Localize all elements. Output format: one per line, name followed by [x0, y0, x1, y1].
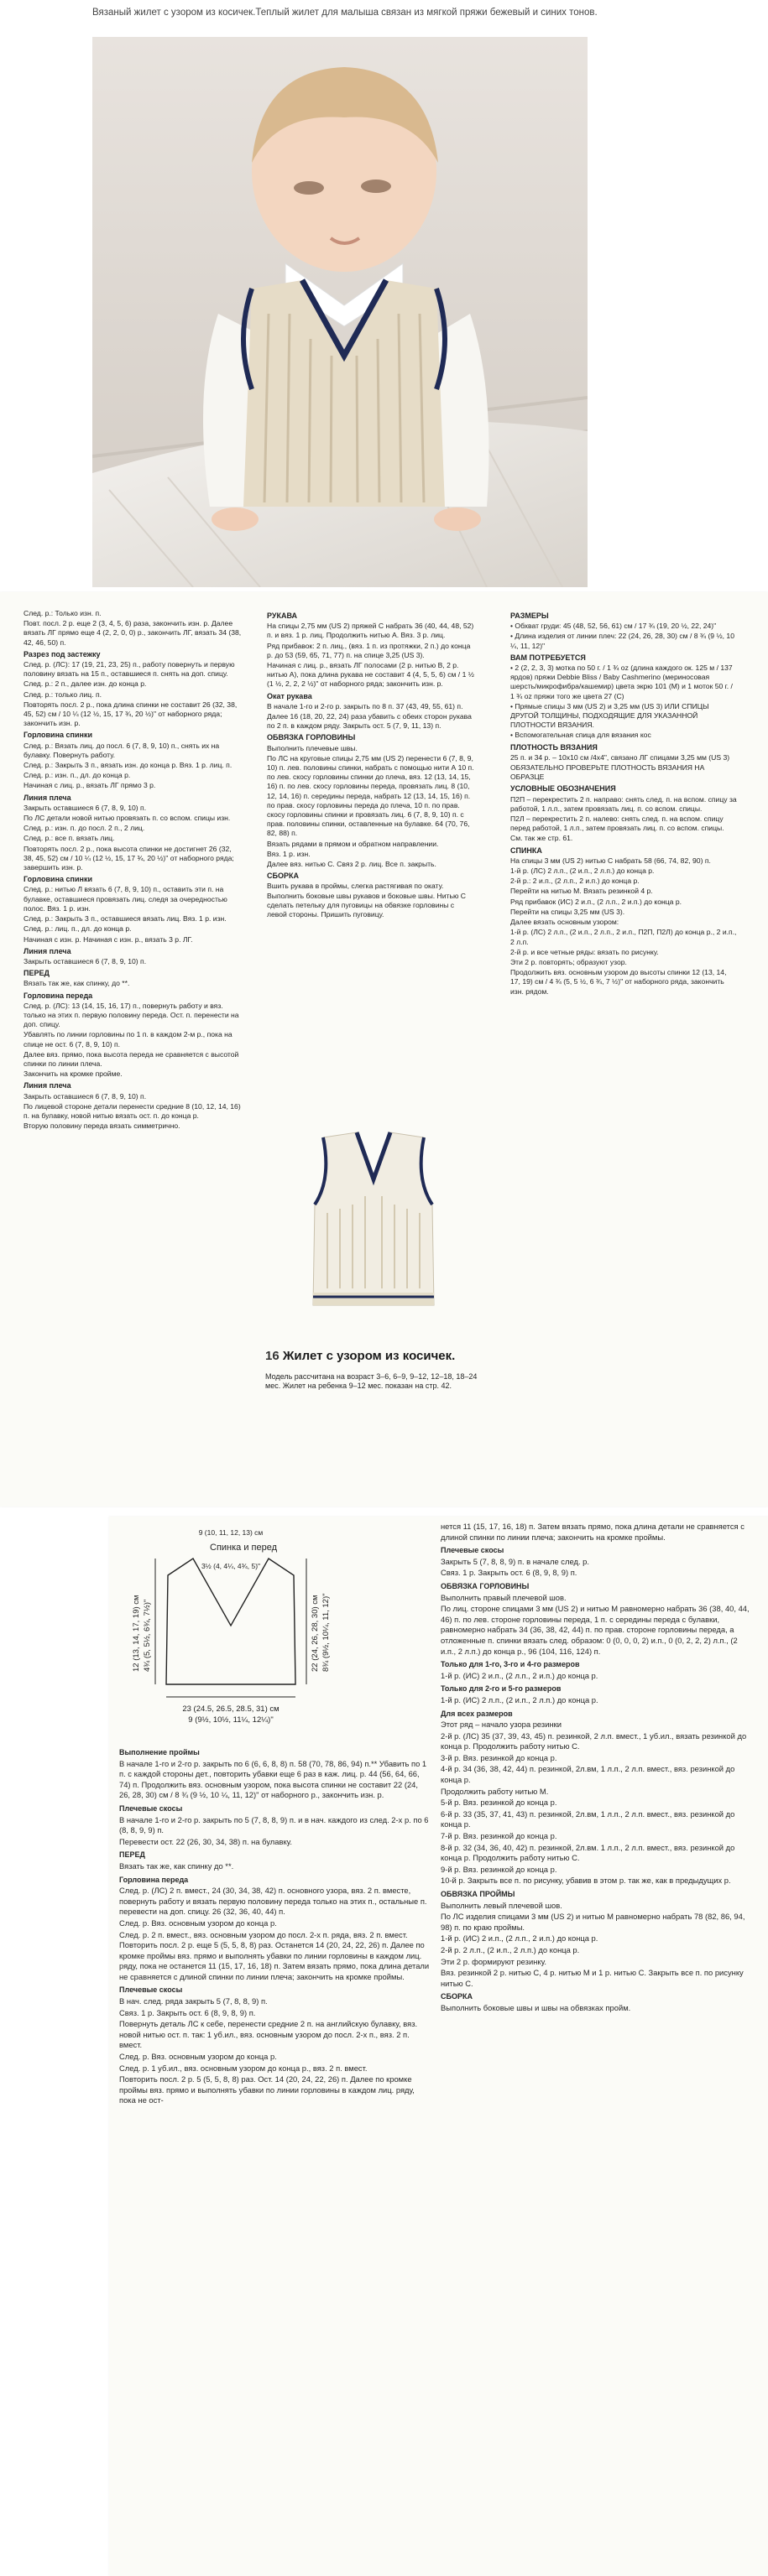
paragraph: След. р.: Закрыть 3 п., вязать изн. до конца р. Вяз. 1 р. лиц. п.	[24, 761, 232, 770]
paragraph: Далее вяз. прямо, пока высота переда не сравняется с высотой спинки по линии плеча.	[24, 1049, 239, 1068]
column-5	[441, 1522, 751, 2015]
section-heading: РАЗМЕРЫ	[510, 611, 549, 620]
paragraph: В начале 1-го и 2-го р. закрыть по 6 (6, 6, 8, 8) п. 58 (70, 78, 86, 94) п.** Убавить по 1 п. с каждой стороны дет., повторить убавки еще 6 раз в каж. лиц. р. 44 (56, 64, 66, 74) п. Продолжить вяз. основным узором, пока высота спинки не составит 22 (24, 26, 28, 30) см / 8 ¾ (9 ½, 10 ¼, 11, 12)" от наборного р., закончить изн. р.	[119, 1758, 427, 1800]
schematic-left-dim: 12 (13, 14, 17, 19) см	[132, 1595, 141, 1672]
paragraph: В начале 1-го и 2-го р. закрыть по 8 п. 37 (43, 49, 55, 61) п.	[267, 701, 463, 710]
section-heading: УСЛОВНЫЕ ОБОЗНАЧЕНИЯ	[510, 784, 616, 794]
paragraph: 3-й р. Вяз. резинкой до конца р.	[441, 1752, 557, 1762]
paragraph: Повернуть деталь ЛС к себе, перенести средние 2 п. на английскую булавку, вяз. новой нитью ост. п. так: 1 уб.ил., вяз. основным узором до посл. 2-х п., вяз. 2 п. вмест.	[119, 2019, 418, 2050]
paragraph: Вяз. 1 р. изн.	[267, 849, 311, 858]
paragraph: Начиная с изн. р. Начиная с изн. р., вязать 3 р. ЛГ.	[24, 934, 193, 944]
paragraph: Закрыть 5 (7, 8, 8, 9) п. в начале след. р.	[441, 1556, 589, 1566]
pattern-number: 16	[265, 1349, 280, 1363]
paragraph: На спицы 2,75 мм (US 2) пряжей С набрать 36 (40, 44, 48, 52) п. и вяз. 1 р. лиц. Продолжить нитью А. Вяз. 3 р. лиц.	[267, 622, 474, 640]
paragraph: 5-й р. Вяз. резинкой до конца р.	[441, 1798, 557, 1808]
section-heading: ПЕРЕД	[119, 1850, 145, 1860]
section-heading: ПЕРЕД	[24, 969, 50, 978]
paragraph: Эти 2 р. формируют резинку.	[441, 1956, 546, 1966]
paragraph: 2-й р.: 2 и.п., (2 л.п., 2 и.п.) до конца р.	[510, 877, 640, 886]
paragraph: Продолжить вяз. основным узором до высоты спинки 12 (13, 14, 17, 19) см / 4 ¾ (5, 5 ½, 6 ¾, 7 ½)" от наборного ряда, закончить изн. рядом.	[510, 968, 727, 996]
paragraph: Вязать так же, как спинку, до **.	[24, 979, 130, 988]
paragraph: След. р.: все п. вязать лиц.	[24, 834, 115, 843]
paragraph: Перевести ост. 22 (26, 30, 34, 38) п. на булавку.	[119, 1836, 293, 1846]
vest-drawing	[290, 1121, 457, 1314]
paragraph: Далее 16 (18, 20, 22, 24) раза убавить с обеих сторон рукава по 2 п. в каждом ряду. Закрыть ост. 5 (7, 9, 11, 13) п.	[267, 712, 472, 731]
baby-vest-photo	[92, 37, 588, 587]
paragraph: Выполнить правый плечевой шов.	[441, 1592, 567, 1602]
paragraph: По лицевой стороне детали перенести средние 8 (10, 12, 14, 16) п. на булавку, новой нитью вязать ост. п. до конца р.	[24, 1101, 241, 1120]
paragraph: 7-й р. Вяз. резинкой до конца р.	[441, 1831, 557, 1841]
section-heading: Плечевые скосы	[119, 1985, 183, 1995]
section-heading: Окат рукава	[267, 691, 312, 700]
paragraph: 6-й р. 33 (35, 37, 41, 43) п. резинкой, 2л.вм, 1 л.п., 2 л.п. вмест., вяз. резинкой до конца р.	[441, 1808, 735, 1829]
paragraph: Вязать так же, как спинку до **.	[119, 1860, 234, 1871]
section-heading: Горловина спинки	[24, 875, 92, 884]
paragraph: Ряд прибавок: 2 п. лиц., (вяз. 1 п. из протяжки, 2 п.) до конца р. до 53 (59, 65, 71, 77) п. на спице 3,25 (US 3).	[267, 641, 471, 659]
section-heading: Линия плеча	[24, 793, 71, 802]
paragraph: След. р. 2 п. вмест., вяз. основным узором до посл. 2-х п. ряда, вяз. 2 п. вмест. Повторить посл. 2 р. еще 5 (5, 5, 8, 8) раз. Останется 14 (20, 24, 22, 26) п. Далее по кромке проймы вяз. прямо и выполнять убавки по линии горловины в каждом лиц. ряду, пока не останется 11 (15, 17, 16, 18) п. Затем вязать прямо, пока длина детали не сравняется с длиной спинки по линии плеча; закончить на кромке проймы.	[119, 1929, 430, 1981]
paragraph: Выполнить плечевые швы.	[267, 743, 358, 752]
paragraph: Выполнить боковые швы и швы на обвязках пройм.	[441, 2002, 631, 2012]
paragraph: По ЛС изделия спицами 3 мм (US 2) и нитью М равномерно набрать 78 (82, 86, 94, 98) п. по краю проймы.	[441, 1912, 745, 1932]
paragraph: Перейти на спицы 3,25 мм (US 3).	[510, 907, 625, 916]
section-heading: Горловина переда	[24, 991, 93, 1000]
paragraph: 1-й р. (ИС) 2 и.п., (2 л.п., 2 и.п.) до конца р.	[441, 1933, 598, 1944]
section-heading: Линия плеча	[24, 946, 71, 955]
paragraph: След. р.: 2 п., далее изн. до конца р.	[24, 679, 147, 689]
paragraph: Вшить рукава в проймы, слегка растягивая по окату. Выполнить боковые швы рукавов и боковые швы. Нитью С сделать петельку для пуговицы на обвязке горловины с левой стороны. Пришить пуговицу.	[267, 882, 466, 919]
paragraph: • 2 (2, 2, 3, 3) мотка по 50 г. / 1 ¾ oz (длина каждого ок. 125 м / 137 ярдов) пряжи Debbie Bliss / Baby Cashmerino (мериносовая шерсть/микрофибра/кашемир) цвета экрю 101 (М) и 1 моток 50 г. / 1 ¾ oz пряжи того же цвета 27 (С)	[510, 664, 733, 700]
paragraph: 1-й р. (ЛС) 2 л.п., (2 и.п., 2 л.п.) до конца р.	[510, 866, 655, 876]
paragraph: Начиная с лиц. р., вязать ЛГ прямо 3 р.	[24, 781, 156, 790]
schematic-bottom-dim-in: 9 (9½, 10½, 11¼, 12¼)"	[188, 1715, 274, 1725]
paragraph: След. р.: Только изн. п.	[24, 609, 102, 617]
paragraph: След. р.: нитью Л вязать 6 (7, 8, 9, 10) п., оставить эти п. на булавке, оставшиеся провязать лиц. следя за очередностью полос. Вяз. 1 р. изн.	[24, 885, 227, 913]
column-1	[24, 609, 242, 1132]
paragraph: 1-й р. (ИС) 2 л.п., (2 и.п., 2 л.п.) до конца р.	[441, 1694, 598, 1704]
photo-caption: Вязаный жилет с узором из косичек.Теплый жилет для малыша связан из мягкой пряжи бежевый и синих тонов.	[92, 8, 598, 18]
pattern-title-text: Жилет с узором из косичек.	[282, 1349, 456, 1363]
photo-illustration	[92, 37, 588, 587]
paragraph: Убавлять по линии горловины по 1 п. в каждом 2-м р., пока на спице не ост. 6 (7, 8, 9, 10) п.	[24, 1030, 232, 1049]
paragraph: Далее вязать основным узором:	[510, 918, 619, 927]
paragraph: След. р.: Закрыть 3 п., оставшиеся вязать лиц. Вяз. 1 р. изн.	[24, 914, 227, 924]
paragraph: ОБЯЗАТЕЛЬНО ПРОВЕРЬТЕ ПЛОТНОСТЬ ВЯЗАНИЯ НА ОБРАЗЦЕ	[510, 763, 705, 782]
paragraph: Повторять посл. 2 р., пока высота спинки не достигнет 26 (32, 38, 45, 52) см / 10 ¼ (12 ½, 15, 17 ¾, 20 ½)" от наборного ряда; завершить изн. р.	[24, 844, 234, 872]
section-heading: СБОРКА	[441, 1992, 473, 2001]
paragraph: Перейти на нитью М. Вязать резинкой 4 р.	[510, 887, 653, 896]
paragraph: След. р. (ЛС): 13 (14, 15, 16, 17) п., повернуть работу и вяз. только на этих п. первую половину переда. Ост. п. перенести на доп. спицу.	[24, 1001, 239, 1029]
paragraph: Вязать рядами в прямом и обратном направлении.	[267, 839, 439, 848]
paragraph: След. р.: изн. п., дл. до конца р.	[24, 771, 131, 780]
paragraph: • Обхват груди: 45 (48, 52, 56, 61) см / 17 ¾ (19, 20 ½, 22, 24)"	[510, 622, 717, 631]
paragraph: Закрыть оставшиеся 6 (7, 8, 9, 10) п.	[24, 803, 147, 812]
section-heading: Плечевые скосы	[441, 1546, 504, 1555]
section-heading: СБОРКА	[267, 872, 299, 881]
paragraph: Начиная с лиц. р., вязать ЛГ полосами (2 р. нитью В, 2 р. нитью А), пока длина рукава не составит 4 (4, 5, 5, 6) см / 1 ½ (1 ½, 2, 2, 2 ½)" от наборного ряда; закончить изн. р.	[267, 661, 474, 689]
paragraph: Ряд прибавок (ИС) 2 и.п., (2 л.п., 2 и.п.) до конца р.	[510, 897, 682, 906]
section-heading: Только для 1-го, 3-го и 4-го размеров	[441, 1660, 580, 1669]
schematic-right-dim-in: 8¾ (9½, 10¼, 11, 12)"	[321, 1593, 331, 1672]
paragraph: 2-й р. 2 л.п., (2 и.п., 2 л.п.) до конца р.	[441, 1944, 580, 1954]
section-heading: РУКАВА	[267, 611, 298, 620]
paragraph: След. р. 1 уб.ил., вяз. основным узором до конца р., вяз. 2 п. вмест.	[119, 2063, 368, 2073]
paragraph: След. р.: лиц. п., дл. до конца р.	[24, 924, 132, 934]
section-heading: Плечевые скосы	[119, 1803, 183, 1813]
paragraph: След. р. (ЛС) 2 п. вмест., 24 (30, 34, 38, 42) п. основного узора, вяз. 2 п. вместе, повернуть работу и вязать первую половину переда только на этих п., остальные п. перевести на доп. спицу. 26 (32, 36, 40, 44) п.	[119, 1886, 427, 1917]
section-heading: Разрез под застежку	[24, 649, 101, 658]
paragraph: Связ. 1 р. Закрыть ост. 6 (8, 9, 8, 9) п.	[119, 2007, 256, 2017]
column-3	[510, 609, 737, 997]
paragraph: • Вспомогательная спица для вязания кос	[510, 731, 651, 740]
paragraph: 2-й р. и все четные ряды: вязать по рисунку.	[510, 947, 659, 956]
paragraph: • Прямые спицы 3 мм (US 2) и 3,25 мм (US 3) ИЛИ СПИЦЫ ДРУГОЙ ТОЛЩИНЫ, ПОДХОДЯЩИЕ ДЛЯ УКАЗАННОЙ ПЛОТНОСТИ ВЯЗАНИЯ.	[510, 701, 709, 730]
section-heading: Для всех размеров	[441, 1709, 513, 1718]
paragraph: Повторять посл. 2 р., пока длина спинки не составит 26 (32, 38, 45, 52) см / 10 ¼ (12 ½, 15, 17 ¾, 20 ½)" от наборного ряда; закончить изн. р.	[24, 700, 238, 728]
paragraph: 8-й р. 32 (34, 36, 40, 42) п. резинкой, 2л.вм. 1 л.п., 2 л.п. вмест., вяз. резинкой до конца р. Продолжить работу нитью С.	[441, 1842, 735, 1863]
paragraph: След. р.: Вязать лиц. до посл. 6 (7, 8, 9, 10) п., снять их на булавку. Повернуть работу.	[24, 741, 220, 759]
schematic-bottom-dim: 23 (24.5, 26.5, 28.5, 31) см	[182, 1704, 280, 1714]
paragraph: 1-й р. (ИС) 2 и.п., (2 л.п., 2 и.п.) до конца р.	[441, 1670, 598, 1680]
paragraph: Повт. посл. 2 р. еще 2 (3, 4, 5, 6) раза, закончить изн. р. Далее вязать ЛГ прямо еще 4 (2, 2, 0, 0) р., закончить ЛГ, вязать 34 (38, 42, 46, 50) п.	[24, 619, 242, 647]
paragraph: Эти 2 р. повторять; образуют узор.	[510, 957, 627, 966]
paragraph: См. так же стр. 61.	[510, 834, 573, 843]
paragraph: Выполнить левый плечевой шов.	[441, 1900, 562, 1910]
paragraph: • Длина изделия от линии плеч: 22 (24, 26, 28, 30) см / 8 ¾ (9 ½, 10 ¼, 11, 12)"	[510, 632, 734, 650]
paragraph: Вяз. резинкой 2 р. нитью С, 4 р. нитью М и 1 р. нитью С. Закрыть все п. по рисунку нитью С.	[441, 1968, 744, 1988]
paragraph: По ЛС на круговые спицы 2,75 мм (US 2) перенести 6 (7, 8, 9, 10) п. лев. половины спинки, набрать с помощью нити А 10 п. по лев. скосу горловины спинки до плеча, вяз. 12 (13, 14, 15, 16) п. по лев. скосу горловины переда, провязать лиц. 8 (10, 12, 14, 16) п. середины переда, набрать 12 (13, 14, 15, 16) п. по прав. скосу горловины переда до плеча, 10 п. по прав. скосу горловины спинки и провязать лиц. 6 (7, 8, 9, 10) п. с прав. половины спинки, оставленные на булавке. 64 (70, 76, 82, 88) п.	[267, 753, 474, 838]
paragraph: Закрыть оставшиеся 6 (7, 8, 9, 10) п.	[24, 1091, 147, 1101]
paragraph: Продолжить работу нитью М.	[441, 1786, 549, 1796]
schematic-svg	[109, 1525, 361, 1735]
paragraph: След. р.: изн. п. до посл. 2 п., 2 лиц.	[24, 824, 145, 833]
paragraph: 1-й р. (ЛС) 2 л.п., (2 и.п., 2 л.п., 2 и.п., П2П, П2Л) до конца р., 2 и.п., 2 л.п.	[510, 928, 737, 946]
vest-illustration	[290, 1121, 457, 1314]
paragraph: Связ. 1 р. Закрыть ост. 6 (8, 9, 8, 9) п.	[441, 1568, 577, 1578]
paragraph: След. р.: только лиц. п.	[24, 690, 102, 699]
paragraph: П2П – перекрестить 2 п. направо: снять след. п. на вспом. спицу за работой, 1 л.п., затем провязать лиц. п. со вспом. спицы.	[510, 794, 737, 813]
paragraph: 25 п. и 34 р. – 10х10 см /4х4", связано ЛГ спицами 3,25 мм (US 3)	[510, 752, 730, 762]
paragraph: Закончить на кромке пройме.	[24, 1069, 123, 1079]
paragraph: 10-й р. Закрыть все п. по рисунку, убавив в этом р. так же, как в предыдущих р.	[441, 1876, 731, 1886]
paragraph: В нач. след. ряда закрыть 5 (7, 8, 8, 9) п.	[119, 1996, 268, 2006]
schematic-right-dim: 22 (24, 26, 28, 30) см	[311, 1595, 320, 1672]
schematic-diagram	[109, 1525, 361, 1735]
paragraph: П2Л – перекрестить 2 п. налево: снять след. п. на вспом. спицу перед работой, 1 л.п., затем провязать лиц. п. со вспом. спицы.	[510, 814, 724, 833]
paragraph: 2-й р. (ЛС) 35 (37, 39, 43, 45) п. резинкой, 2 л.п. вмест., 1 уб.ил., вязать резинкой до конца р. Продолжить работу нитью С.	[441, 1730, 747, 1751]
paragraph: Закрыть оставшиеся 6 (7, 8, 9, 10) п.	[24, 956, 147, 965]
section-heading: Горловина спинки	[24, 731, 92, 740]
paragraph: След. р. Вяз. основным узором до конца р.	[119, 2052, 277, 2062]
section-heading: Выполнение проймы	[119, 1748, 200, 1756]
section-heading: ОБВЯЗКА ГОРЛОВИНЫ	[441, 1581, 530, 1590]
section-heading: ВАМ ПОТРЕБУЕТСЯ	[510, 653, 586, 662]
section-heading: Только для 2-го и 5-го размеров	[441, 1684, 562, 1694]
paragraph: В начале 1-го и 2-го р. закрыть по 5 (7, 8, 8, 9) п. и в нач. каждого из след. 2-х р. по 6 (8, 8, 9, 9) п.	[119, 1814, 429, 1835]
model-note: Модель рассчитана на возраст 3–6, 6–9, 9–12, 12–18, 18–24 мес. Жилет на ребенка 9–12 мес. показан на стр. 42.	[265, 1372, 478, 1391]
paragraph: нется 11 (15, 17, 16, 18) п. Затем вязать прямо, пока длина детали не сравняется с длиной спинки по линии плеча; закончить на кромке проймы.	[441, 1522, 744, 1542]
paragraph: На спицы 3 мм (US 2) нитью С набрать 58 (66, 74, 82, 90) п.	[510, 856, 711, 865]
instructions-page-2	[109, 1517, 768, 2576]
paragraph: 4-й р. 34 (36, 38, 42, 44) п. резинкой, 2л.вм, 1 л.п., 2 л.п. вмест., вяз. резинкой до конца р.	[441, 1764, 735, 1785]
column-2	[267, 609, 475, 920]
schematic-top-dim: 9 (10, 11, 12, 13) см	[198, 1528, 264, 1537]
paragraph: Далее вяз. нитью С. Связ 2 р. лиц. Все п. закрыть.	[267, 860, 436, 869]
section-heading: Линия плеча	[24, 1081, 71, 1090]
paragraph: Повторить посл. 2 р. 5 (5, 5, 8, 8) раз. Ост. 14 (20, 24, 22, 26) п. Далее по кромке проймы вяз. прямо и выполнять убавки по линии горловины в каждом лиц. ряду, пока не ост-	[119, 2074, 415, 2105]
paragraph: Вторую половину переда вязать симметрично.	[24, 1121, 180, 1131]
paragraph: По ЛС детали новой нитью провязать п. со вспом. спицы изн.	[24, 814, 231, 823]
section-heading: СПИНКА	[510, 846, 542, 855]
section-heading: ОБВЯЗКА ГОРЛОВИНЫ	[267, 733, 356, 742]
instructions-page-1	[0, 592, 768, 1507]
paragraph: Этот ряд – начало узора резинки	[441, 1720, 562, 1730]
column-4	[119, 1745, 430, 2107]
schematic-left-dim-in: 4¾ (5, 5½, 6¾, 7½)"	[143, 1599, 152, 1672]
section-heading: Горловина переда	[119, 1875, 189, 1884]
section-heading: ПЛОТНОСТЬ ВЯЗАНИЯ	[510, 742, 598, 752]
schematic-title: Спинка и перед	[210, 1543, 278, 1553]
paragraph: 9-й р. Вяз. резинкой до конца р.	[441, 1864, 557, 1874]
schematic-top-dim-in: 3½ (4, 4¼, 4¾, 5)"	[201, 1562, 261, 1570]
section-heading: ОБВЯЗКА ПРОЙМЫ	[441, 1890, 515, 1898]
paragraph: След. р. (ЛС): 17 (19, 21, 23, 25) п., работу повернуть и первую половину вязать на 15 п., оставшиеся п. снять на доп. спицу.	[24, 660, 235, 679]
paragraph: След. р. Вяз. основным узором до конца р.	[119, 1918, 277, 1928]
pattern-title	[265, 1349, 500, 1363]
paragraph: По лиц. стороне спицами 3 мм (US 2) и нитью М равномерно набрать 36 (38, 40, 44, 46) п. по лев. стороне горловины переда, 1 п. с середины переда с булавки, равномерно набрать 34 (36, 38, 42, 44) п. по прав. стороне горловины переда, а отложенные п. спинки вязать след. образом: 0 (0, 0, 0, 2) и.п., 0 (0, 2, 2, 2) л.п., (2 и.п., 2 л.п.) до конца р., 96 (104, 116, 124) п.	[441, 1604, 750, 1656]
